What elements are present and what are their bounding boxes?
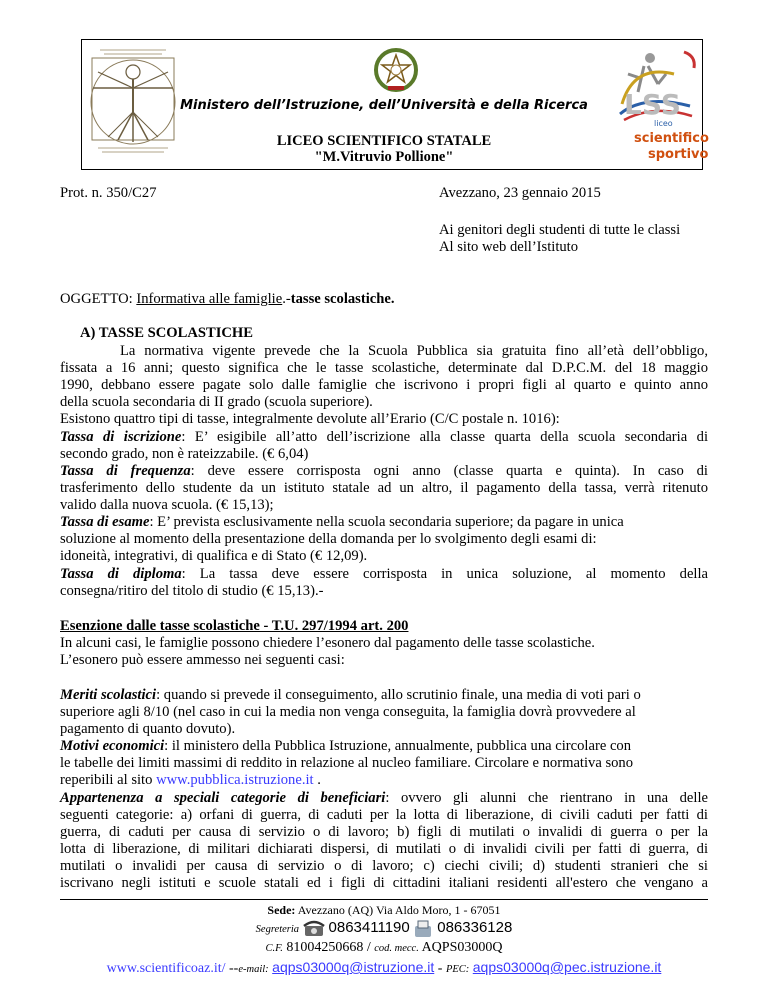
telephone-icon: [303, 920, 325, 938]
footer-sede: [0, 903, 768, 918]
subject-separator: .-: [282, 291, 291, 307]
logo-liceo-text: liceo: [654, 119, 673, 128]
recipient-parents: Ai genitori degli studenti di tutte le classi: [439, 222, 681, 238]
liceo-scientifico-sportivo-logo: [614, 44, 709, 166]
meriti-line-1: [60, 687, 641, 704]
recipient-website: Al sito web dell’Istituto: [439, 239, 579, 255]
footer-contacts: [0, 959, 768, 977]
tassa-esame-term: Tassa di esame: [60, 514, 150, 530]
fax-icon: [413, 920, 433, 938]
logo-lss-text: LSS: [624, 88, 681, 121]
tassa-frequenza-line-1: [60, 463, 708, 480]
motivi-term: Motivi economici: [60, 738, 165, 754]
tassa-diploma-line-2: consegna/ritiro del titolo di studio (€ 15,13).-: [60, 583, 324, 599]
mecc-value: AQPS03000Q: [418, 940, 503, 955]
appartenenza-line-4: lotta di liberazione, di militari dichiarati dispersi, di mutilati o di invalidi civili per fatti di guerra, di: [60, 841, 708, 857]
pec-label: PEC:: [445, 964, 470, 975]
cf-value: 81004250668 /: [282, 940, 375, 955]
sede-label: Sede:: [267, 903, 296, 917]
logo-sportivo-text: sportivo: [648, 147, 709, 162]
section-a-line-3: 1990, debbano essere pagate solo dalle famiglie che iscrivono i propri figli al quarto e quinto anno: [60, 377, 708, 393]
pec-link[interactable]: aqps03000q@pec.istruzione.it: [472, 959, 662, 975]
protocol-number: Prot. n. 350/C27: [60, 185, 157, 201]
subject-underlined: Informativa alle famiglie: [136, 291, 283, 307]
tassa-frequenza-line-2: trasferimento dello studente da un istituto statale ad un altro, il pagamento della tassa, verrà ritenuto: [60, 480, 708, 496]
appartenenza-line-1: [60, 790, 708, 807]
exemption-line-1: In alcuni casi, le famiglie possono chiedere l’esonero dal pagamento delle tasse scolastiche.: [60, 635, 595, 651]
section-a-heading: A) TASSE SCOLASTICHE: [80, 325, 254, 341]
tassa-diploma-line-1: [60, 566, 708, 583]
tassa-esame-line-1: [60, 514, 624, 531]
tassa-diploma-term: Tassa di diploma: [60, 566, 182, 582]
school-name-line1: LICEO SCIENTIFICO STATALE: [276, 133, 492, 149]
motivi-text-3b: .: [313, 772, 321, 788]
tassa-iscrizione-text: : E’ esigibile all’atto dell’iscrizione alla classe quarta della scuola secondaria di: [181, 429, 708, 445]
appartenenza-line-6: iscrivano negli istituti e scuole statali ed i figli di cittadini italiani residenti all'estero che vengano a: [60, 875, 708, 891]
appartenenza-text: : ovvero gli alunni che rientrano in una delle: [385, 790, 708, 806]
contact-separator-1: --: [225, 961, 239, 976]
subject-bold: tasse scolastiche.: [290, 291, 395, 307]
italian-republic-emblem: [372, 46, 420, 94]
section-a-line-4: della scuola secondaria di II grado (scuola superiore).: [60, 394, 373, 410]
section-a-line-1: La normativa vigente prevede che la Scuola Pubblica sia gratuita fino all’età dell’obbligo,: [120, 343, 708, 359]
motivi-line-3: [60, 772, 321, 789]
logo-scientifico-text: scientifico: [634, 131, 709, 146]
phone-number: 0863411190: [328, 919, 410, 936]
website-link[interactable]: www.scientificoaz.it/: [106, 961, 226, 976]
section-a-line-5: Esistono quattro tipi di tasse, integralmente devolute all’Erario (C/C postale n. 1016):: [60, 411, 560, 427]
exemption-line-2: L’esonero può essere ammesso nei seguenti casi:: [60, 652, 345, 668]
tassa-esame-line-3: idoneità, integrativi, di qualifica e di Stato (€ 12,09).: [60, 548, 368, 564]
tassa-frequenza-text: : deve essere corrisposta ogni anno (classe quarta e quinta). In caso di: [190, 463, 708, 479]
tassa-frequenza-line-3: valido dalla nuova scuola. (€ 15,13);: [60, 497, 274, 513]
sede-text: Avezzano (AQ) Via Aldo Moro, 1 - 67051: [295, 903, 501, 917]
tassa-iscrizione-line-1: [60, 429, 708, 446]
motivi-line-2: le tabelle dei limiti massimi di reddito in relazione al nucleo familiare. Circolare e normativa sono: [60, 755, 634, 771]
footer-phones: [0, 919, 768, 938]
segreteria-label: Segreteria: [255, 924, 300, 935]
section-a-line-2: fissata a 16 anni; questo significa che le tasse scolastiche, determinate dal D.P.C.M. del 18 maggio: [60, 360, 708, 376]
school-name-line2: "M.Vitruvio Pollione": [314, 149, 454, 165]
footer-codes: [0, 940, 768, 956]
tassa-esame-line-2: soluzione al momento della presentazione della domanda per lo svolgimento degli esami di:: [60, 531, 597, 547]
cf-label: C.F.: [265, 943, 283, 954]
tassa-diploma-text: : La tassa deve essere corrisposta in unica soluzione, al momento della: [181, 566, 709, 582]
meriti-line-2: superiore agli 8/10 (nel caso in cui la media non venga conseguita, la famiglia dovrà provvedere al: [60, 704, 636, 720]
motivi-text: : il ministero della Pubblica Istruzione, annualmente, pubblica una circolare con: [164, 738, 632, 754]
subject-label: OGGETTO:: [60, 291, 137, 307]
appartenenza-term: Appartenenza a speciali categorie di beneficiari: [60, 790, 386, 806]
meriti-term: Meriti scolastici: [60, 687, 157, 703]
email-link[interactable]: aqps03000q@istruzione.it: [272, 959, 435, 975]
appartenenza-line-2: seguenti categorie: a) orfani di guerra, di caduti per la lotta di liberazione, di civili caduti per fatti di: [60, 807, 708, 823]
contact-separator-2: -: [434, 961, 446, 976]
mecc-label: cod. mecc.: [374, 943, 419, 954]
email-label: e-mail:: [238, 964, 269, 975]
subject-line: [60, 291, 395, 308]
motivi-text-3: reperibili al sito: [60, 772, 157, 788]
ministry-title: Ministero dell’Istruzione, dell’Università e della Ricerca: [180, 98, 588, 113]
place-date: Avezzano, 23 gennaio 2015: [439, 185, 601, 201]
meriti-text: : quando si prevede il conseguimento, allo scrutinio finale, una media di voti pari o: [156, 687, 641, 703]
fax-number: 086336128: [437, 919, 513, 936]
appartenenza-line-5: mutilati o invalidi per causa di servizio o di lavoro; c) ciechi civili; d) studenti stranieri che si: [60, 858, 708, 874]
motivi-line-1: [60, 738, 631, 755]
tassa-esame-text: : E’ prevista esclusivamente nella scuola secondaria superiore; da pagare in unica: [149, 514, 624, 530]
pubblica-istruzione-link[interactable]: www.pubblica.istruzione.it: [156, 772, 314, 788]
tassa-iscrizione-line-2: secondo grado, non è rateizzabile. (€ 6,04): [60, 446, 309, 462]
footer-divider: [60, 899, 708, 900]
tassa-frequenza-term: Tassa di frequenza: [60, 463, 191, 479]
tassa-iscrizione-term: Tassa di iscrizione: [60, 429, 182, 445]
exemption-heading: Esenzione dalle tasse scolastiche - T.U. 297/1994 art. 200: [60, 618, 409, 634]
meriti-line-3: pagamento di quanto dovuto).: [60, 721, 236, 737]
appartenenza-line-3: guerra, di caduti per causa di servizio o di lavoro; b) figli di mutilati o invalidi di guerra o per la: [60, 824, 708, 840]
